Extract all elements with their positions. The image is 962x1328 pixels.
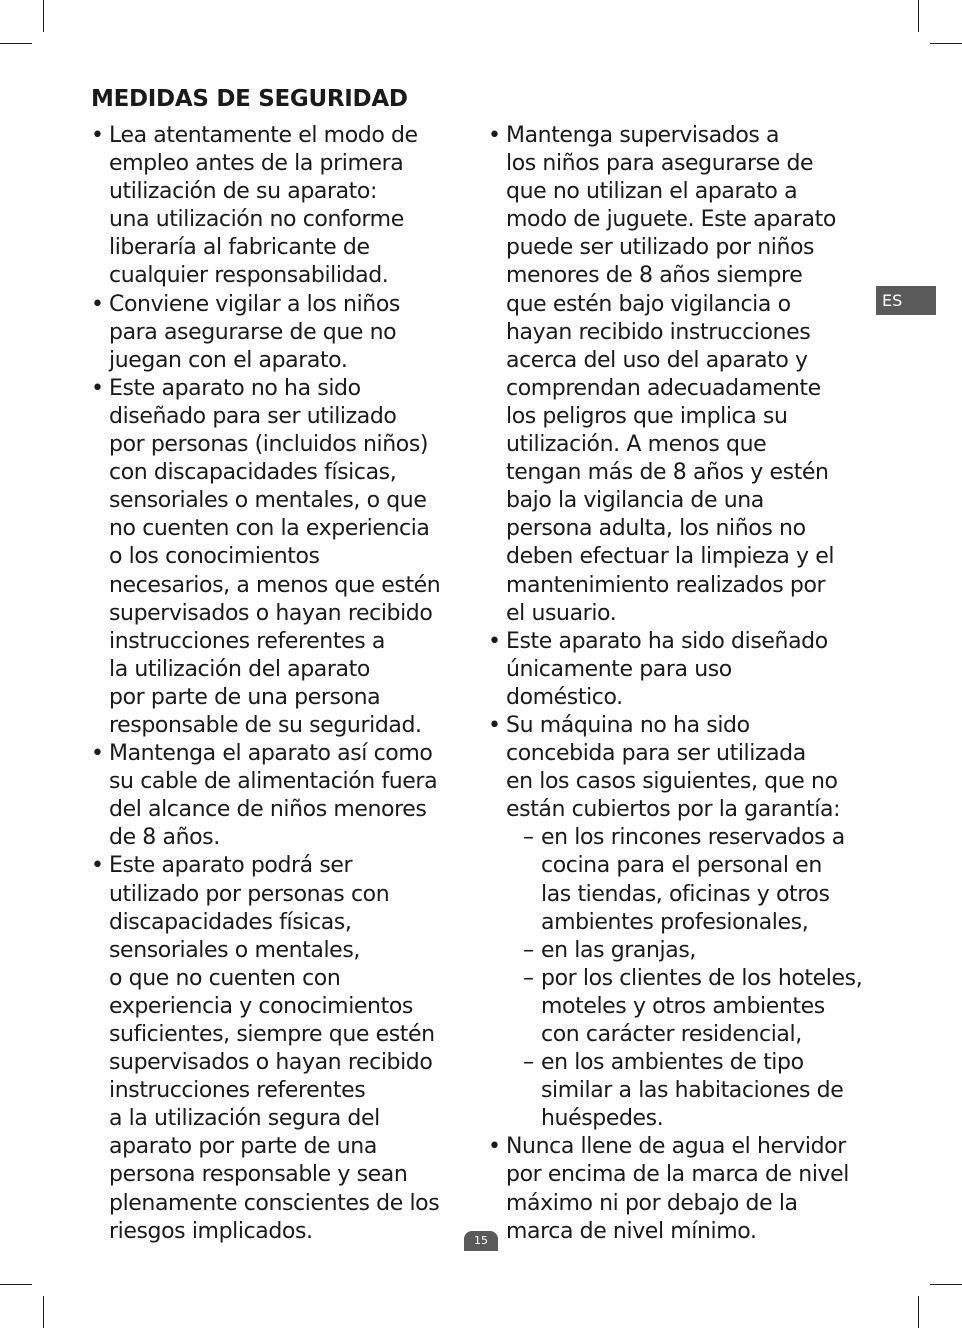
text-line: máximo ni por debajo de la (506, 1190, 798, 1216)
text-line: que estén bajo vigilancia o (506, 291, 791, 317)
text-line: persona responsable y sean (109, 1162, 408, 1188)
text-line: bajo la vigilancia de una (506, 488, 764, 514)
dash-marker: – (523, 965, 534, 991)
bullet-marker: • (91, 291, 104, 317)
text-line: del alcance de niños menores (109, 797, 427, 823)
bullet-marker: • (91, 123, 104, 148)
text-line: su cable de alimentación fuera (109, 769, 438, 795)
text-line: similar a las habitaciones de (541, 1078, 844, 1104)
text-line: cocina para el personal en (541, 853, 822, 879)
bullet-marker: • (91, 375, 104, 401)
crop-mark (930, 1284, 962, 1285)
right-column (488, 122, 863, 1246)
text-line: cualquier responsabilidad. (109, 263, 389, 289)
bullet-marker: • (91, 741, 104, 767)
text-line: supervisados o hayan recibido (109, 1050, 433, 1076)
text-line: Mantenga supervisados a (506, 123, 780, 148)
text-line: Conviene vigilar a los niños (109, 291, 400, 317)
list-item (488, 628, 860, 712)
page-number: 15 (464, 1231, 498, 1251)
text-line: suficientes, siempre que estén (109, 1022, 435, 1047)
text-line: en las granjas, (541, 937, 697, 963)
text-line: utilización. A menos que (506, 432, 767, 458)
text-line: en los rincones reservados a (541, 825, 845, 851)
text-line: juegan con el aparato. (109, 347, 348, 373)
text-line: que no utilizan el aparato a (506, 179, 798, 205)
text-line: o que no cuenten con (109, 965, 341, 991)
text-line: por personas (incluidos niños) (109, 432, 429, 458)
crop-mark (43, 1296, 44, 1328)
crop-mark (0, 43, 32, 44)
language-tab: ES (876, 286, 936, 315)
text-line: están cubiertos por la garantía: (506, 797, 841, 823)
text-line: o los conocimientos (109, 544, 320, 570)
text-line: los peligros que implica su (506, 403, 788, 429)
text-line: sensoriales o mentales, (109, 937, 360, 963)
text-line: instrucciones referentes a (109, 628, 385, 654)
text-line: no cuenten con la experiencia (109, 516, 430, 542)
crop-mark (918, 0, 919, 32)
text-line: acerca del uso del aparato y (506, 347, 808, 373)
text-line: huéspedes. (541, 1106, 664, 1132)
crop-mark (0, 1284, 32, 1285)
text-line: ambientes profesionales, (541, 909, 809, 935)
crop-mark (918, 1296, 919, 1328)
text-line: Este aparato no ha sido (109, 375, 361, 401)
crop-mark (43, 0, 44, 32)
text-line: con discapacidades físicas, (109, 460, 397, 486)
text-line: con carácter residencial, (541, 1022, 802, 1047)
left-column (91, 122, 463, 1246)
bullet-marker: • (488, 628, 501, 654)
text-line: por parte de una persona (109, 684, 381, 710)
text-line: en los ambientes de tipo (541, 1050, 804, 1076)
crop-mark (930, 43, 962, 44)
dash-marker: – (523, 937, 534, 963)
text-line: Lea atentamente el modo de (109, 123, 418, 148)
text-line: a la utilización segura del (109, 1106, 380, 1132)
text-line: para asegurarse de que no (109, 319, 397, 345)
text-line: mantenimiento realizados por (506, 572, 826, 598)
section-title: MEDIDAS DE SEGURIDAD (91, 86, 408, 112)
text-line: la utilización del aparato (109, 656, 370, 682)
sub-list-item (506, 824, 860, 936)
text-line: diseñado para ser utilizado (109, 403, 397, 429)
text-line: utilizado por personas con (109, 881, 390, 907)
text-line: discapacidades físicas, (109, 909, 352, 935)
text-line: utilización de su aparato: (109, 179, 377, 205)
list-item (488, 712, 863, 1133)
text-line: plenamente conscientes de los (109, 1190, 440, 1216)
text-line: supervisados o hayan recibido (109, 600, 433, 626)
sub-list-item (506, 937, 860, 965)
sub-list-item (506, 1049, 860, 1133)
text-line: empleo antes de la primera (109, 151, 404, 177)
text-line: persona adulta, los niños no (506, 516, 806, 542)
text-line: moteles y otros ambientes (541, 993, 825, 1019)
text-line: los niños para asegurarse de (506, 151, 814, 177)
text-line: Su máquina no ha sido (506, 712, 750, 738)
text-line: tengan más de 8 años y estén (506, 460, 829, 486)
text-line: las tiendas, oficinas y otros (541, 881, 830, 907)
bullet-marker: • (91, 853, 104, 879)
bullet-marker: • (488, 712, 501, 738)
text-line: aparato por parte de una (109, 1134, 377, 1160)
bullet-marker: • (488, 123, 501, 148)
text-line: responsable de su seguridad. (109, 712, 422, 738)
text-line: Nunca llene de agua el hervidor (506, 1134, 846, 1160)
text-line: necesarios, a menos que estén (109, 572, 441, 598)
text-line: deben efectuar la limpieza y el (506, 544, 835, 570)
text-line: liberaría al fabricante de (109, 235, 370, 261)
text-line: riesgos implicados. (109, 1218, 313, 1244)
text-line: en los casos siguientes, que no (506, 769, 838, 795)
list-item (488, 1133, 860, 1245)
text-line: hayan recibido instrucciones (506, 319, 811, 345)
text-line: comprendan adecuadamente (506, 375, 821, 401)
text-line: instrucciones referentes (109, 1078, 366, 1104)
bullet-marker: • (488, 1134, 501, 1160)
text-line: concebida para ser utilizada (506, 741, 806, 767)
text-line: una utilización no conforme (109, 207, 404, 233)
text-line: marca de nivel mínimo. (506, 1218, 757, 1244)
text-line: el usuario. (506, 600, 617, 626)
text-line: por los clientes de los hoteles, (541, 965, 863, 991)
text-line: modo de juguete. Este aparato (506, 207, 836, 233)
text-line: sensoriales o mentales, o que (109, 488, 427, 514)
list-item (91, 852, 463, 1245)
text-line: doméstico. (506, 684, 623, 710)
list-item (488, 122, 860, 628)
text-line: Mantenga el aparato así como (109, 741, 433, 767)
dash-marker: – (523, 825, 534, 851)
text-line: puede ser utilizado por niños (506, 235, 815, 261)
dash-marker: – (523, 1050, 534, 1076)
list-item (91, 375, 463, 740)
list-item (91, 291, 463, 375)
text-line: únicamente para uso (506, 656, 732, 682)
text-line: experiencia y conocimientos (109, 993, 413, 1019)
text-line: de 8 años. (109, 825, 220, 851)
text-line: Este aparato ha sido diseñado (506, 628, 828, 654)
list-item (91, 740, 463, 852)
text-line: por encima de la marca de nivel (506, 1162, 849, 1188)
sub-list-item (506, 965, 863, 1049)
list-item (91, 122, 463, 291)
text-line: menores de 8 años siempre (506, 263, 803, 289)
text-line: Este aparato podrá ser (109, 853, 353, 879)
